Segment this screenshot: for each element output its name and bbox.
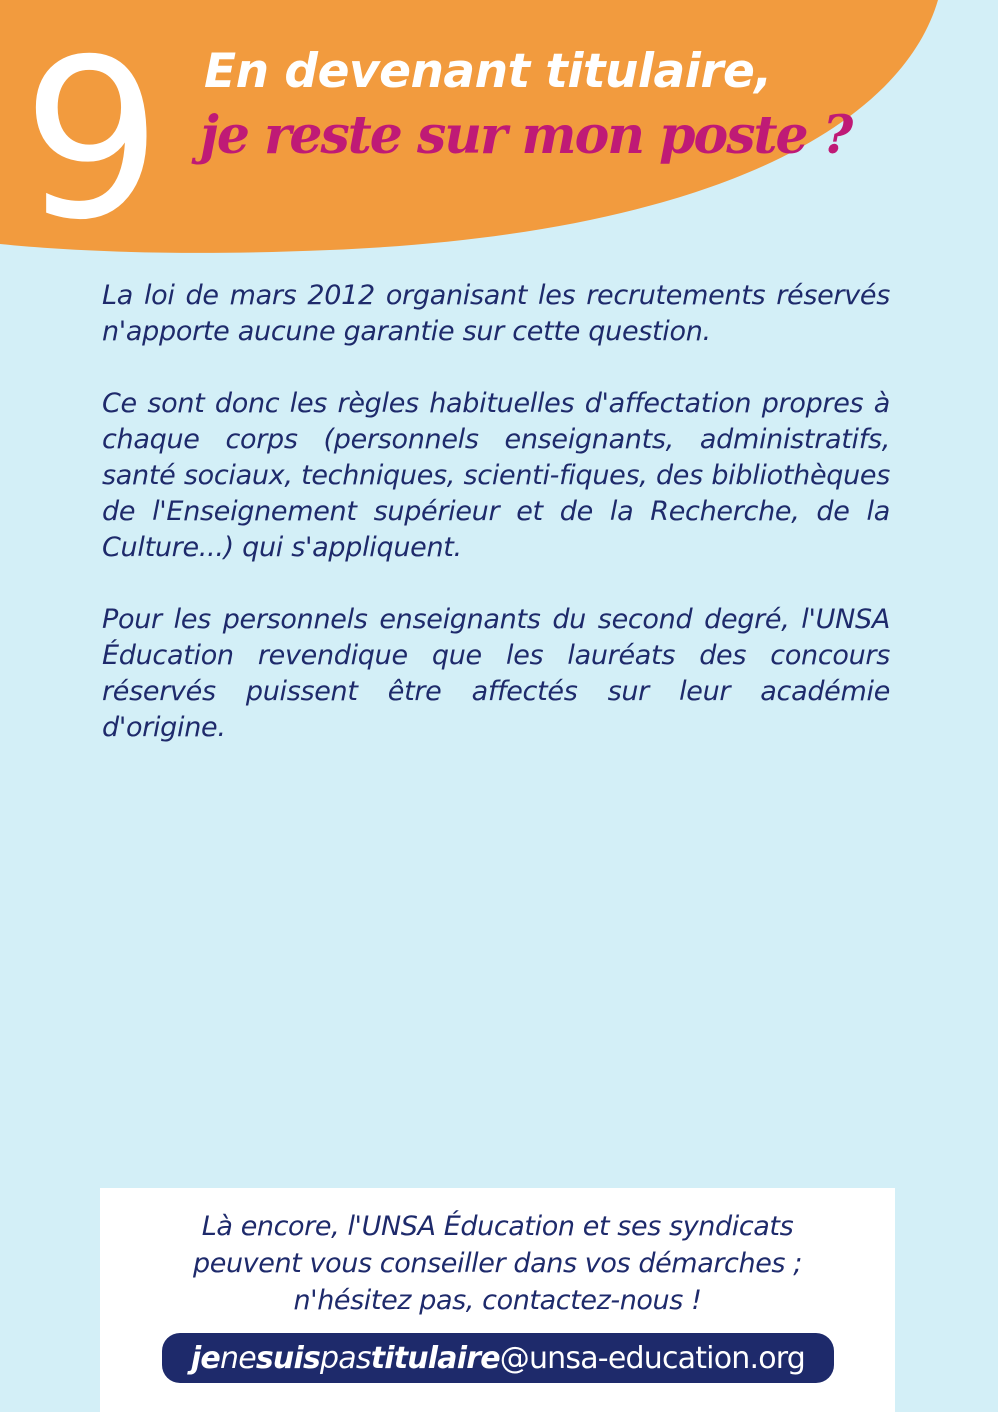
contact-line-1: Là encore, l'UNSA Éducation et ses syndicats xyxy=(201,1211,794,1242)
email-part-ne: ne xyxy=(219,1340,256,1376)
contact-line-3: n'hésitez pas, contactez-nous ! xyxy=(293,1285,702,1316)
contact-line-2: peuvent vous conseiller dans vos démarches ; xyxy=(193,1248,802,1279)
page-subtitle: je reste sur mon poste ? xyxy=(200,105,852,166)
body-content xyxy=(102,278,890,782)
page-title: En devenant titulaire, xyxy=(204,44,772,99)
email-part-suis: suis xyxy=(255,1340,321,1376)
email-link[interactable] xyxy=(162,1333,834,1383)
paragraph-1: La loi de mars 2012 organisant les recrutements réservés n'apporte aucune garantie sur cette question. xyxy=(102,280,890,347)
paragraph-2: Ce sont donc les règles habituelles d'affectation propres à chaque corps (personnels enseignants, administratifs, santé sociaux, techniques, scienti-fiques, des bibliothèques de l'Enseignement supérieur et de la Recherche, de la Culture...) qui s'appliquent. xyxy=(102,388,890,563)
email-part-je: je xyxy=(190,1340,220,1376)
email-domain: @unsa-education.org xyxy=(499,1340,806,1376)
contact-message xyxy=(100,1208,895,1319)
paragraph-3: Pour les personnels enseignants du second degré, l'UNSA Éducation revendique que les lauréats des concours réservés puissent être affectés sur leur académie d'origine. xyxy=(102,604,890,743)
section-number: 9 xyxy=(22,12,162,268)
contact-box xyxy=(100,1188,895,1412)
email-part-titulaire: titulaire xyxy=(370,1340,500,1376)
email-part-pas: pas xyxy=(320,1340,371,1376)
